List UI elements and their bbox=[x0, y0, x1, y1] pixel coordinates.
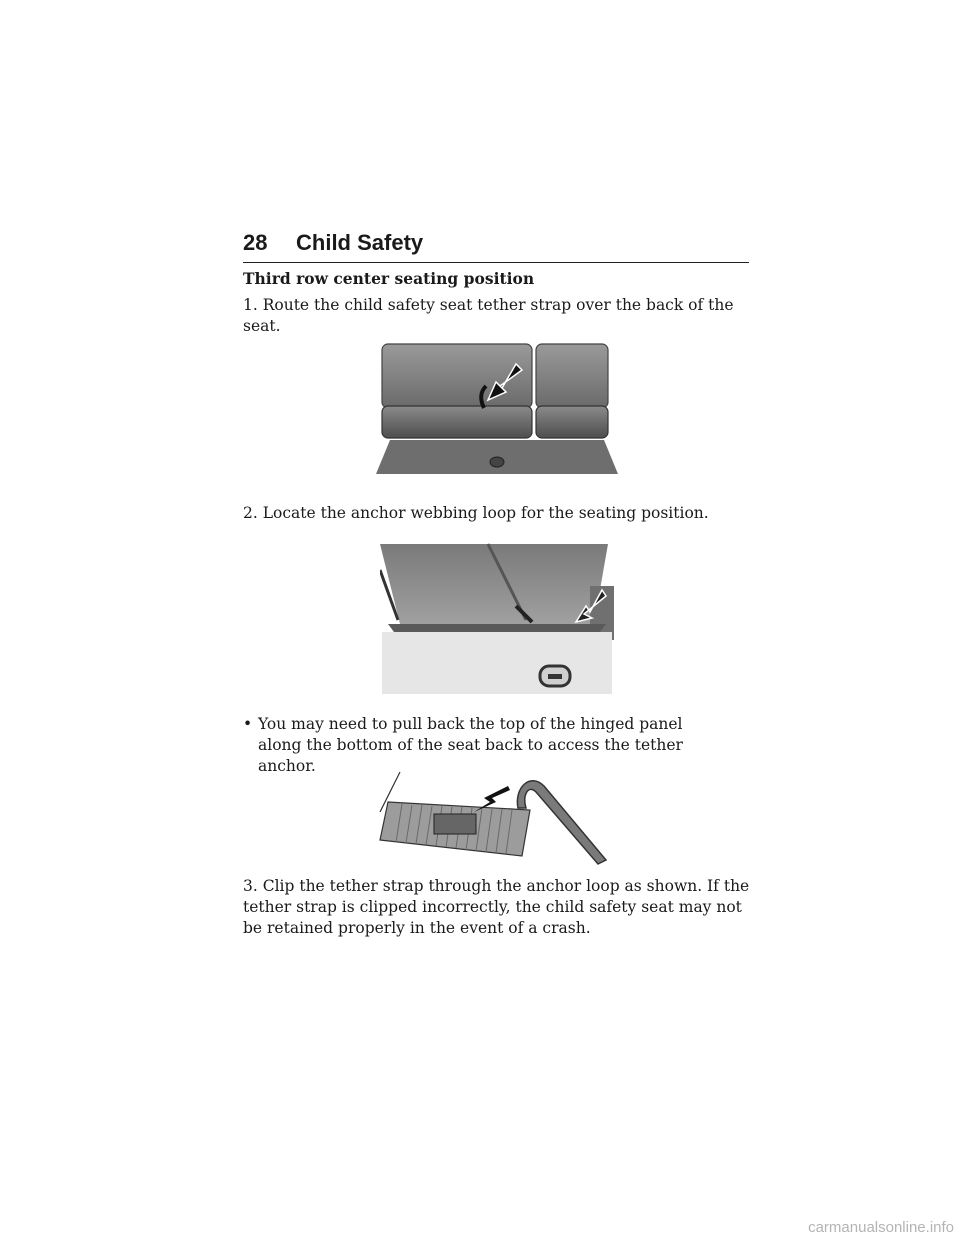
tether-clip-figure bbox=[372, 768, 618, 868]
step-1-text: 1. Route the child safety seat tether strap over the back of the seat. bbox=[243, 296, 734, 335]
page-header bbox=[243, 228, 749, 263]
watermark: carmanualsonline.info bbox=[808, 1219, 954, 1236]
hinged-panel-figure bbox=[380, 540, 614, 694]
seat-back-tether-figure bbox=[376, 338, 618, 474]
bullet-symbol: • bbox=[243, 715, 253, 733]
section-title: Third row center seating position bbox=[243, 269, 535, 288]
step-3-text: 3. Clip the tether strap through the anchor loop as shown. If the tether strap is clipped incorrectly, the child safety seat may not be retained properly in the event of a crash. bbox=[243, 877, 750, 937]
bullet-text: You may need to pull back the top of the hinged panel along the bottom of the seat back to access the tether anchor. bbox=[258, 715, 683, 775]
step-2-text: 2. Locate the anchor webbing loop for the seating position. bbox=[243, 504, 709, 522]
chapter-title: Child Safety bbox=[296, 230, 424, 255]
page-number: 28 bbox=[243, 230, 268, 255]
